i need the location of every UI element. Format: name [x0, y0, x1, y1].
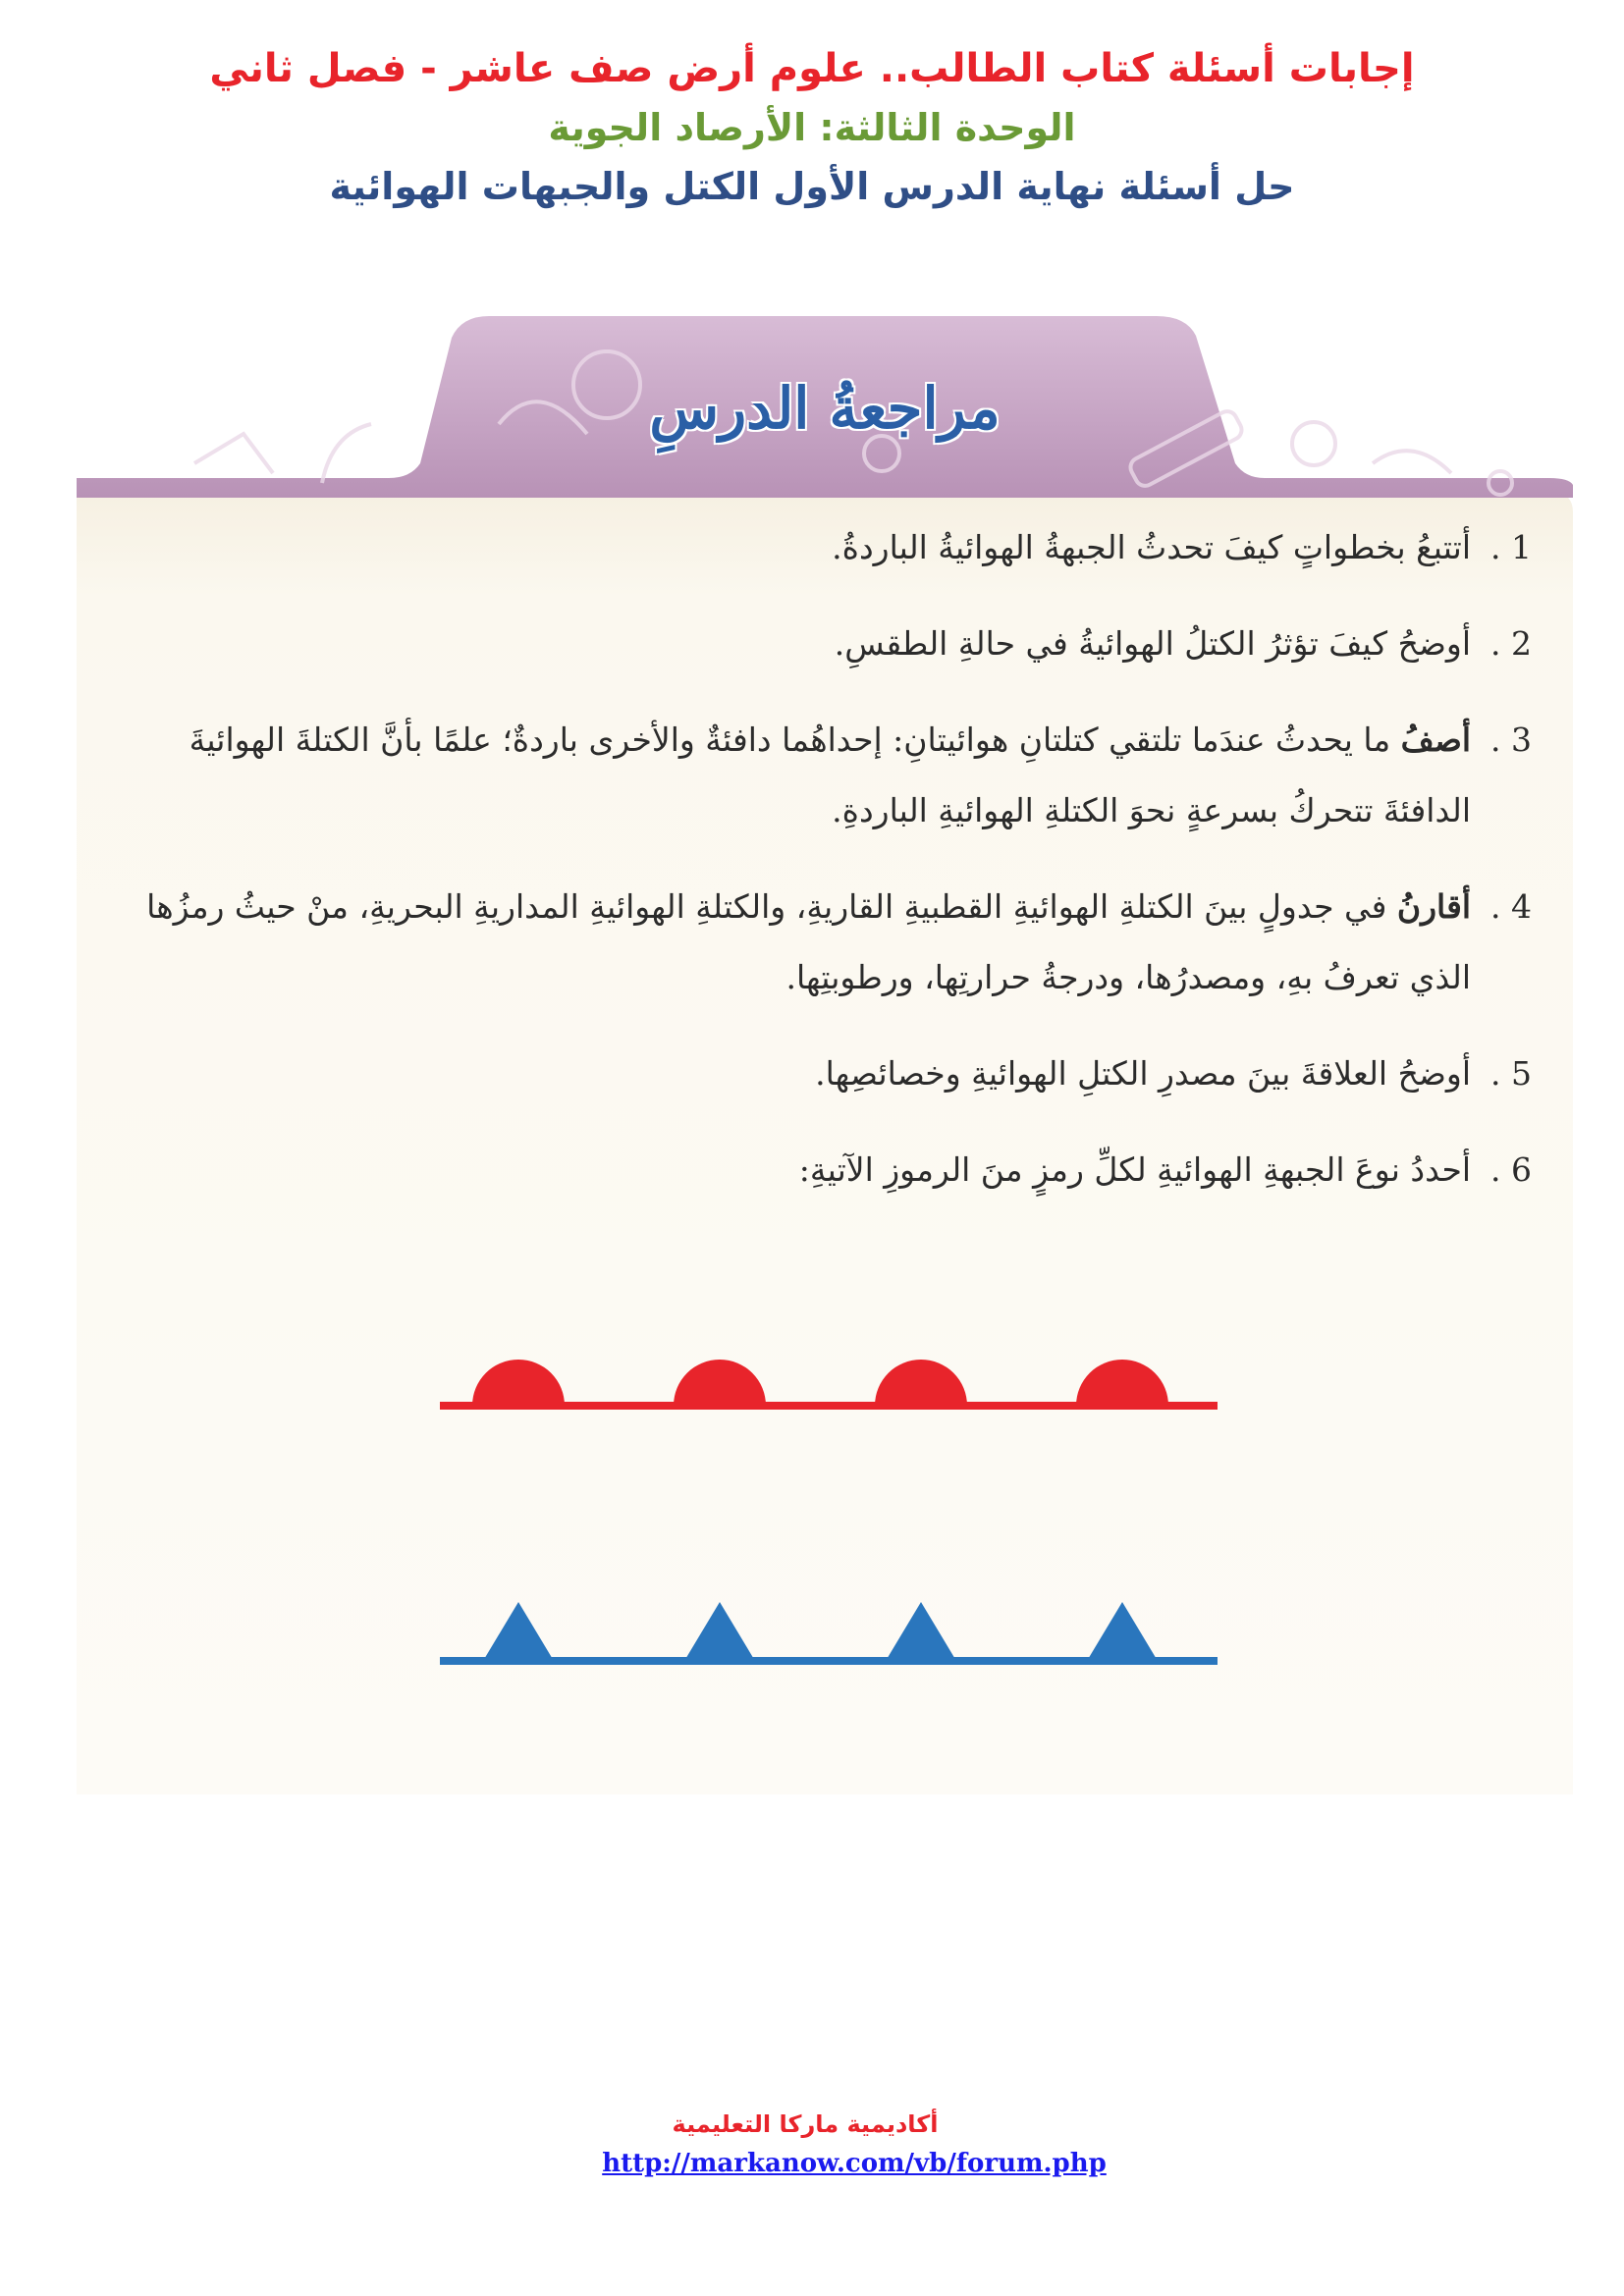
question-lead-verb: أقارنُ [1396, 887, 1472, 926]
warm-front-semicircle-mark [472, 1360, 565, 1406]
footer-link[interactable]: http://markanow.com/vb/forum.php [602, 2149, 1107, 2178]
cold-front-triangle-mark [1087, 1602, 1158, 1661]
question-number: 2 . [1490, 624, 1532, 663]
question-text: أتتبعُ بخطواتٍ كيفَ تحدثُ الجبهةُ الهوائيةُ الباردةُ. [832, 528, 1472, 566]
lesson-title: حل أسئلة نهاية الدرس الأول الكتل والجبهات الهوائية [329, 165, 1295, 208]
question-number: 1 . [1490, 528, 1532, 566]
question-text: أوضحُ العلاقةَ بينَ مصدرِ الكتلِ الهوائيةِ وخصائصِها. [815, 1054, 1472, 1093]
question-text: أحددُ نوعَ الجبهةِ الهوائيةِ لكلِّ رمزٍ منَ الرموزِ الآتيةِ: [798, 1150, 1472, 1189]
question-number: 6 . [1490, 1150, 1532, 1189]
cold-front-triangle-mark [483, 1602, 554, 1661]
document-title: إجابات أسئلة كتاب الطالب.. علوم أرض صف عاشر - فصل ثاني [209, 46, 1415, 91]
question-number: 3 . [1490, 721, 1532, 759]
warm-front-semicircle-mark [875, 1360, 967, 1406]
question-text: أقارنُ في جدولٍ بينَ الكتلةِ الهوائيةِ القطبيةِ القاريةِ، والكتلةِ الهوائيةِ المداريةِ البحريةِ، منْ حيثُ رمزُها الذي تعرفُ بهِ، ومصدرُها، ودرجةُ حرارتِها، ورطوبتِها. [146, 887, 1472, 996]
question-number: 5 . [1490, 1054, 1532, 1093]
cold-front-triangle-mark [684, 1602, 755, 1661]
question-text: أوضحُ كيفَ تؤثرُ الكتلُ الهوائيةُ في حالةِ الطقسِ. [834, 624, 1472, 663]
unit-title: الوحدة الثالثة: الأرصاد الجوية [548, 106, 1076, 149]
footer-organization: أكاديمية ماركا التعليمية [672, 2110, 939, 2138]
warm-front-semicircle-mark [674, 1360, 766, 1406]
question-text: أصفُ ما يحدثُ عندَما تلتقي كتلتانِ هوائيتانِ: إحداهُما دافئةٌ والأخرى باردةٌ؛ علمًا بأنَّ الكتلةَ الهوائيةَ الدافئةَ تتحركُ بسرعةٍ نحوَ الكتلةِ الهوائيةِ الباردةِ. [189, 721, 1472, 829]
warm-front-symbol [440, 1360, 1218, 1406]
question-lead-verb: أصفُ [1400, 721, 1472, 759]
warm-front-semicircle-mark [1076, 1360, 1168, 1406]
card-title: مراجعةُ الدرسِ [649, 375, 1001, 442]
cold-front-symbol [440, 1602, 1218, 1661]
cold-front-triangle-mark [886, 1602, 956, 1661]
question-number: 4 . [1490, 887, 1532, 926]
